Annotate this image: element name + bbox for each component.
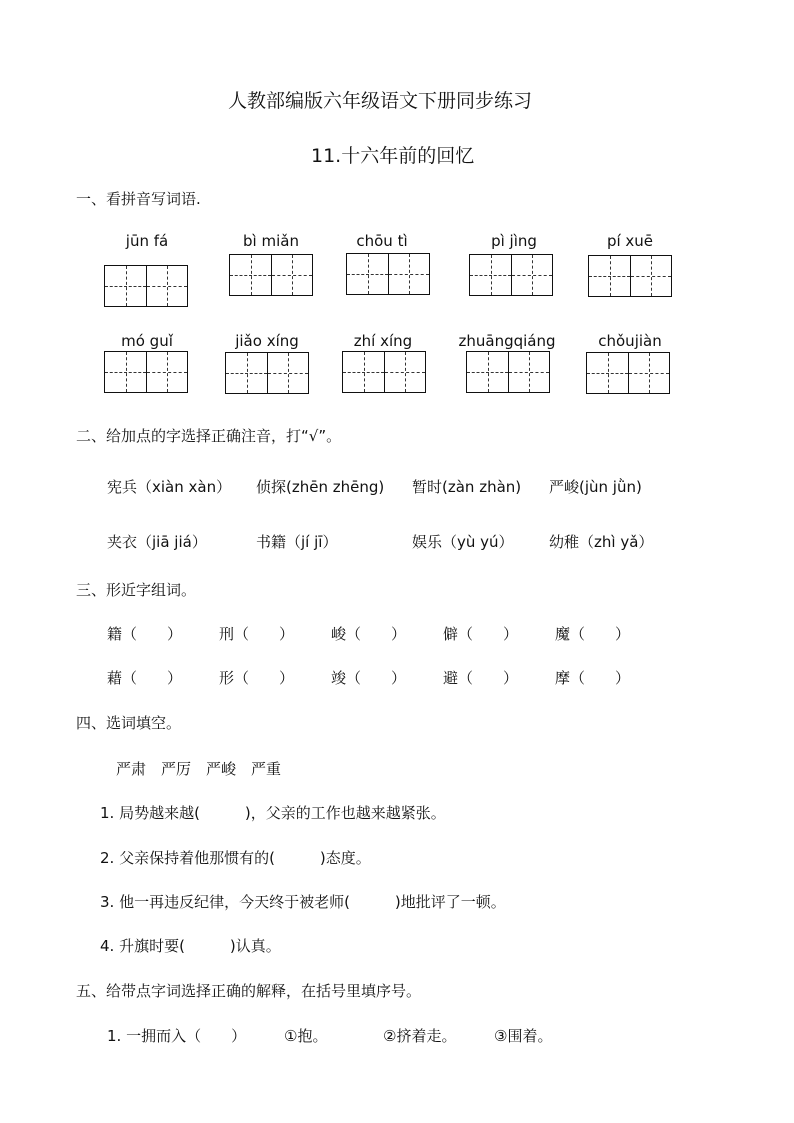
pronunciation-choice[interactable]: 幼稚（zhì yǎ） <box>549 533 654 551</box>
writing-grid[interactable] <box>104 265 188 307</box>
pronunciation-choice[interactable]: 书籍（jí jī） <box>256 533 338 551</box>
section-5-heading: 五、给带点字词选择正确的解释，在括号里填序号。 <box>76 982 422 1000</box>
writing-grid[interactable] <box>229 254 313 296</box>
section-1-heading: 一、看拼音写词语. <box>76 190 201 208</box>
word-bank: 严肃 严厉 严峻 严重 <box>116 760 282 778</box>
writing-grid[interactable] <box>342 351 426 393</box>
word-blank[interactable]: 摩（ ） <box>555 669 631 687</box>
meaning-option: ①抱。 <box>284 1027 328 1045</box>
word-blank[interactable]: 避（ ） <box>443 669 519 687</box>
writing-grid[interactable] <box>588 255 672 297</box>
word-blank[interactable]: 峻（ ） <box>331 625 407 643</box>
pinyin-label: jūn fá <box>125 232 169 250</box>
pinyin-label: chǒujiàn <box>598 332 662 350</box>
meaning-question[interactable]: 1. 一拥而入（ ） <box>107 1027 247 1045</box>
word-blank[interactable]: 藉（ ） <box>107 669 183 687</box>
section-4-heading: 四、选词填空。 <box>76 714 182 732</box>
word-blank[interactable]: 刑（ ） <box>219 625 295 643</box>
word-blank[interactable]: 魔（ ） <box>555 625 631 643</box>
writing-grid[interactable] <box>346 253 430 295</box>
word-blank[interactable]: 竣（ ） <box>331 669 407 687</box>
writing-grid[interactable] <box>104 351 188 393</box>
fill-blank-item[interactable]: 4. 升旗时要( )认真。 <box>100 937 281 955</box>
fill-blank-item[interactable]: 3. 他一再违反纪律，今天终于被老师( )地批评了一顿。 <box>100 893 506 911</box>
section-3-heading: 三、形近字组词。 <box>76 581 197 599</box>
fill-blank-item[interactable]: 2. 父亲保持着他那惯有的( )态度。 <box>100 849 371 867</box>
lesson-title: 11.十六年前的回忆 <box>311 145 475 167</box>
word-blank[interactable]: 籍（ ） <box>107 625 183 643</box>
page-title: 人教部编版六年级语文下册同步练习 <box>228 90 533 112</box>
word-blank[interactable]: 僻（ ） <box>443 625 519 643</box>
word-blank[interactable]: 形（ ） <box>219 669 295 687</box>
writing-grid[interactable] <box>466 351 550 393</box>
fill-blank-item[interactable]: 1. 局势越来越( )，父亲的工作也越来越紧张。 <box>100 804 446 822</box>
pronunciation-choice[interactable]: 夹衣（jiā jiá） <box>107 533 207 551</box>
meaning-option: ③围着。 <box>494 1027 553 1045</box>
pinyin-label: pì jìng <box>491 232 537 250</box>
section-2-heading: 二、给加点的字选择正确注音，打“√”。 <box>76 427 342 445</box>
pronunciation-choice[interactable]: 娱乐（yù yú） <box>412 533 514 551</box>
pronunciation-choice[interactable]: 严峻(jùn jǜn) <box>549 478 642 496</box>
pinyin-label: zhuāngqiáng <box>458 332 556 350</box>
writing-grid[interactable] <box>469 254 553 296</box>
writing-grid[interactable] <box>225 352 309 394</box>
pinyin-label: jiǎo xíng <box>235 332 299 350</box>
pronunciation-choice[interactable]: 暂时(zàn zhàn) <box>412 478 522 496</box>
writing-grid[interactable] <box>586 352 670 394</box>
meaning-option: ②挤着走。 <box>383 1027 457 1045</box>
pinyin-label: mó guǐ <box>121 332 173 350</box>
pinyin-label: chōu tì <box>356 232 408 250</box>
pinyin-label: zhí xíng <box>353 332 413 350</box>
pronunciation-choice[interactable]: 侦探(zhēn zhēng) <box>256 478 385 496</box>
pinyin-label: pí xuē <box>606 232 654 250</box>
pinyin-label: bì miǎn <box>243 232 299 250</box>
pronunciation-choice[interactable]: 宪兵（xiàn xàn） <box>107 478 232 496</box>
